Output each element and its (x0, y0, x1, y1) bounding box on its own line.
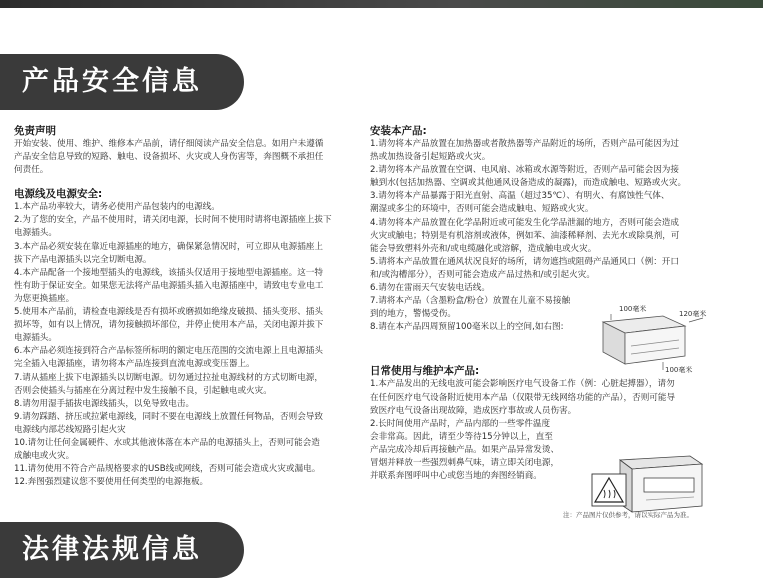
text-line: 3.请勿将本产品暴露于阳光直射、高温（超过35℃）、有明火、有腐蚀性气体、 (370, 191, 670, 202)
text-line: 损坏等，如有以上情况，请勿接触损坏部位，并停止使用本产品，关闭电源并拔下 (14, 320, 324, 331)
text-line: 成触电或火灾。 (14, 451, 75, 462)
text-line: 4.本产品配备一个接地型插头的电源线，该插头仅适用于接地型电源插座。这一特 (14, 267, 323, 278)
text-line: 7.请从插座上拔下电源插头以切断电源。切勿通过拉扯电源线材的方式切断电源， (14, 372, 323, 383)
text-line: 火灾或触电；特别是有机溶剂或液体，例如苯、油漆稀释剂、去光水或除臭剂，可 (370, 230, 680, 241)
text-line: 和/或沟槽部分），否则可能会造成产品过热和/或引起火灾。 (370, 269, 595, 280)
text-line: 否则会使插头与插座在分离过程中发生接触不良，引起触电或火灾。 (14, 385, 272, 396)
text-line: 何责任。 (14, 165, 49, 176)
text-line: 6.本产品必须连接到符合产品标签所标明的额定电压范围的交流电源上且电源插头 (14, 346, 323, 357)
text-line: 5.使用本产品前，请检查电源线是否有损坏或磨损如绝缘皮破损、插头变形、插头 (14, 307, 323, 318)
text-line: 7.请将本产品（含墨粉盒/粉仓）放置在儿童不易接触 (370, 296, 571, 307)
disclaimer-body (14, 138, 358, 177)
text-line: 触到水(包括加热器、空调或其他通风设备造成的凝露)，而造成触电、短路或火灾。 (370, 178, 687, 189)
text-line: 8.请在本产品四周预留100毫米以上的空间,如右图: (370, 322, 564, 333)
text-line: 8.请勿用湿手插拔电源线插头，以免导致电击。 (14, 398, 195, 409)
text-line: 热或加热设备引起短路或火灾。 (370, 152, 491, 163)
daily-use-title: 日常使用与维护本产品: (370, 365, 480, 378)
text-line: 9.请勿踩踏、挤压或拉紧电源线，同时不要在电源线上放置任何物品，否则会导致 (14, 411, 323, 422)
text-line: 产品完成冷却后再接触产品。如果产品异常发烫、 (370, 444, 560, 455)
disclaimer-title: 免责声明 (14, 125, 56, 137)
diagram-label-top: 100毫米 (619, 305, 647, 313)
text-line: 2.长时间使用产品时，产品内部的一些零件温度 (370, 418, 551, 429)
text-line: 1.本产品发出的无线电波可能会影响医疗电气设备工作（例：心脏起搏器），请勿 (370, 379, 675, 390)
power-safety-title: 电源线及电源安全: (14, 188, 103, 201)
text-line: 为您更换插座。 (14, 293, 75, 304)
text-line: 6.请勿在雷雨天气安装电话线。 (370, 283, 490, 294)
section-banner-safety: 产品安全信息 (0, 54, 244, 110)
text-line: 1.本产品功率较大，请务必使用产品包装内的电源线。 (14, 202, 220, 213)
text-line: 会非常高。因此，请至少等待15分钟以上，直至 (370, 431, 553, 442)
clearance-diagram (585, 302, 710, 374)
text-line: 1.请勿将本产品放置在加热器或者散热器等产品附近的场所，否则产品可能因为过 (370, 139, 679, 149)
text-line: 2.请勿将本产品放置在空调、电风扇、冰箱或水源等附近，否则产品可能会因为接 (370, 165, 679, 176)
section-banner-legal: 法律法规信息 (0, 522, 244, 578)
text-line: 11.请勿使用不符合产品规格要求的USB线或网线，否则可能会造成火灾或漏电。 (14, 464, 321, 475)
text-line: 致医疗电气设备出现故障，造成医疗事故或人员伤害。 (370, 405, 577, 416)
text-line: 能会导致塑料外壳和/或电缆融化或溶解，造成触电或火灾。 (370, 243, 597, 254)
text-line: 4.请勿将本产品放置在化学品附近或可能发生化学品泄漏的地方，否则可能会造成 (370, 217, 679, 228)
text-line: 3.本产品必须安装在靠近电源插座的地方，确保紧急情况时，可立即从电源插座上 (14, 241, 323, 252)
text-line: 性有助于保证安全。如果您无法将产品电源插头插入电源插座中，请致电专业电工 (14, 280, 324, 291)
text-line: 完全插入电源插座，请勿将本产品连接到直流电源或变压器上。 (14, 359, 255, 370)
text-line: 产品安全信息导致的短路、触电、设备损坏、火灾或人身伤害等，奔图概不承担任 (14, 152, 324, 163)
text-line: 5.请将本产品放置在通风状况良好的场所，请勿遮挡或阻碍产品通风口（例：开口 (370, 256, 679, 267)
text-line: 冒烟并释放一些强烈刺鼻气味，请立即关闭电源， (370, 457, 560, 468)
text-line: 开始安装、使用、维护、维修本产品前，请仔细阅读产品安全信息。如用户未遵循 (14, 139, 324, 149)
text-line: 电源插头。 (14, 228, 57, 239)
text-line: 拔下产品电源插头以完全切断电源。 (14, 254, 152, 265)
text-line: 10.请勿让任何金属硬件、水或其他液体落在本产品的电源插头上，否则可能会造 (14, 437, 320, 448)
diagram-label-side: 120毫米 (679, 310, 707, 318)
left-column (14, 124, 358, 489)
power-safety-body (14, 201, 358, 489)
diagram-label-front: 100毫米 (665, 366, 693, 374)
text-line: 在任何医疗电气设备附近使用本产品（仅限带无线网络功能的产品），否则可能导 (370, 392, 676, 403)
text-line: 12.奔图强烈建议您不要使用任何类型的电源拖板。 (14, 477, 209, 488)
image-note: 注：产品图片仅供参考，请以实际产品为准。 (563, 511, 693, 519)
text-line: 电源线内部芯线短路引起火灾 (14, 424, 126, 435)
text-line: 2.为了您的安全，产品不使用时，请关闭电源，长时间不使用时请将电源插座上拔下 (14, 215, 332, 226)
text-line: 电源插头。 (14, 333, 57, 344)
install-title: 安装本产品: (370, 125, 427, 137)
text-line: 潮湿或多尘的环境中，否则可能会造成触电、短路或火灾。 (370, 204, 594, 215)
text-line: 到的地方，警惕受伤。 (370, 309, 456, 320)
hot-warning-icon (592, 474, 626, 506)
text-line: 并联系奔图呼叫中心或您当地的奔图经销商。 (370, 471, 542, 482)
top-photo-strip (0, 0, 763, 8)
